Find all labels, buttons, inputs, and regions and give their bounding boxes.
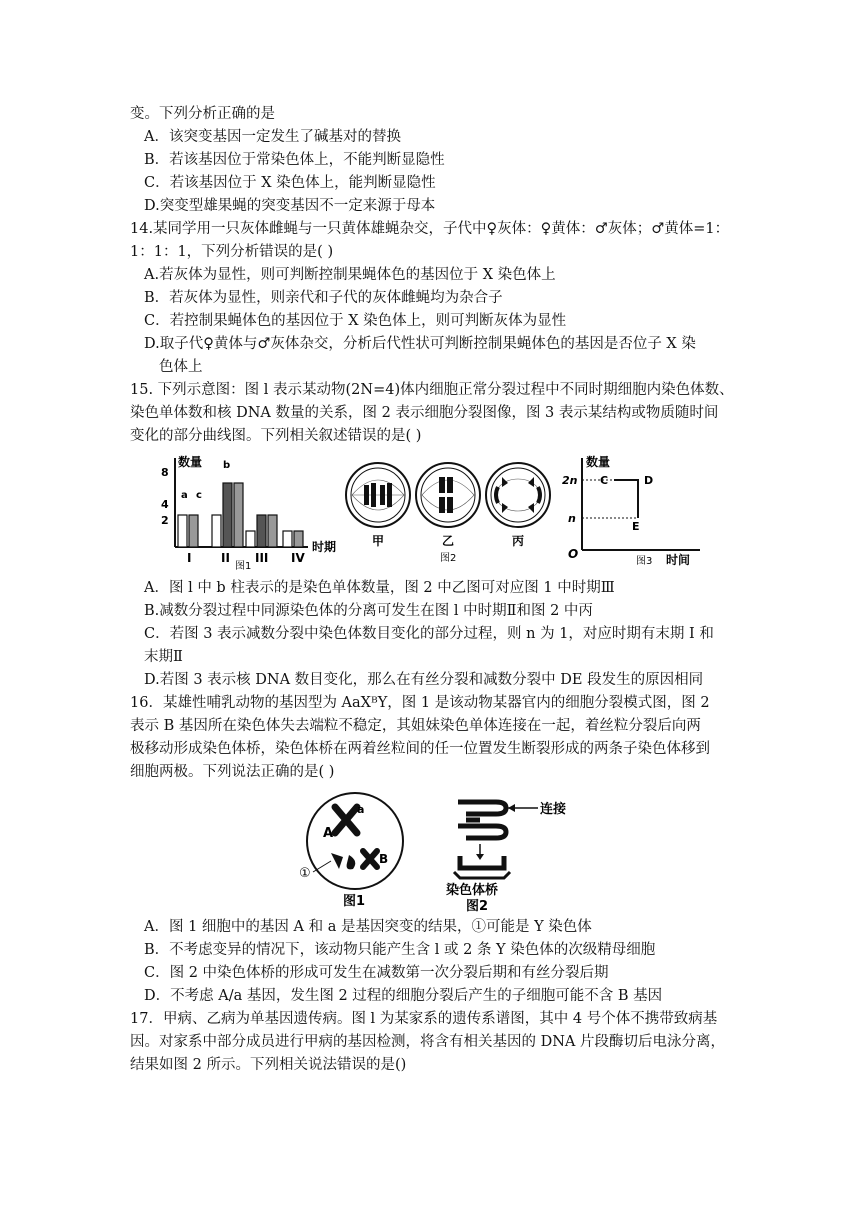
period-label-1: I <box>187 551 192 565</box>
x-axis-label: 时间 <box>666 553 691 567</box>
period-label-4: IV <box>291 551 305 565</box>
bar-c-period-2 <box>234 483 243 547</box>
chromosome-b-single <box>347 855 356 869</box>
bar-letter-c: c <box>196 490 202 501</box>
q14-option-d-cont: 色体上 <box>159 359 203 375</box>
q14-option-a: A.若灰体为显性，则可判断控制果蝇体色的基因位于 X 染色体上 <box>144 267 556 283</box>
bar-a-period-1 <box>178 515 187 547</box>
bridge-label: 染色体桥 <box>446 883 499 898</box>
q13-option-a: A．该突变基因一定发生了碱基对的替换 <box>144 129 401 145</box>
chromosome-aa <box>335 807 357 833</box>
q13-option-d: D.突变型雄果蝇的突变基因不一定来源于母本 <box>144 198 436 214</box>
q14-stem: 14.某同学用一只灰体雌蝇与一只黄体雄蝇杂交，子代中♀灰体：♀黄体：♂灰体；♂黄体=1： <box>130 221 730 237</box>
q16-figure2-bridge <box>440 790 580 912</box>
q15-option-b: B.减数分裂过程中同源染色体的分离可发生在图 l 中时期Ⅱ和图 2 中丙 <box>144 603 593 619</box>
y-tick-8: 8 <box>161 466 169 479</box>
q16-stem-cont2: 极移动形成染色体桥，染色体桥在两着丝粒间的任一位置发生断裂形成的两条子染色体移到 <box>130 741 710 757</box>
q15-option-a: A．图 l 中 b 柱表示的是染色单体数量，图 2 中乙图可对应图 1 中时期Ⅲ <box>144 580 615 596</box>
figure2-caption: 图2 <box>466 899 489 912</box>
q17-stem-cont1: 因。对家系中部分成员进行甲病的基因检测，将含有相关基因的 DNA 片段酶切后电泳分离， <box>130 1034 725 1050</box>
q16-option-d: D．不考虑 A/a 基因，发生图 2 过程的细胞分裂后产生的子细胞可能不含 B 基因 <box>144 988 663 1004</box>
chromosome-b-pair <box>363 851 377 867</box>
q14-option-d: D.取子代♀黄体与♂灰体杂交，分析后代性状可判断控制果蝇体色的基因是否位子 X 染 <box>144 336 696 352</box>
figure1-caption: 图1 <box>235 561 252 570</box>
bar-b-period-3 <box>257 515 266 547</box>
figure1-caption: 图1 <box>343 894 366 909</box>
q14-option-b: B．若灰体为显性，则亲代和子代的灰体雌蝇均为杂合子 <box>144 290 503 306</box>
q15-figure3-curve <box>562 450 712 570</box>
origin-o: O <box>568 547 579 561</box>
cell-yi <box>416 463 480 527</box>
q16-stem-cont1: 表示 B 基因所在染色体失去端粒不稳定，其姐妹染色单体连接在一起，着丝粒分裂后向两 <box>130 718 701 734</box>
bar-c-period-4 <box>294 531 303 547</box>
q17-stem-cont2: 结果如图 2 所示。下列相关说法错误的是() <box>130 1057 407 1073</box>
q15-stem-cont2: 变化的部分曲线图。下列相关叙述错误的是( ) <box>130 428 422 444</box>
bar-letter-b: b <box>223 460 231 471</box>
q14-option-c: C．若控制果蝇体色的基因位于 X 染色体上，则可判断灰体为显性 <box>144 313 567 329</box>
bar-c-period-1 <box>189 515 198 547</box>
figure2-caption: 图2 <box>440 553 457 564</box>
gene-a-lower: a <box>357 803 365 816</box>
q15-option-d: D.若图 3 表示核 DNA 数目变化，那么在有丝分裂和减数分裂中 DE 段发生的原因相同 <box>144 672 704 688</box>
bar-a-period-2 <box>212 515 221 547</box>
point-e: E <box>632 520 640 533</box>
q15-figure1-bar-chart <box>155 450 345 570</box>
marker-circled-1: ① <box>299 866 311 881</box>
q15-option-c: C．若图 3 表示减数分裂中染色体数目变化的部分过程，则 n 为 1，对应时期有末期 I 和 <box>144 626 714 642</box>
label-yi: 乙 <box>442 534 455 548</box>
label-bing: 丙 <box>512 534 525 548</box>
cell-jia <box>346 463 410 527</box>
q15-stem: 15. 下列示意图：图 l 表示某动物(2N=4)体内细胞正常分裂过程中不同时期细胞内染色体数、 <box>130 382 734 398</box>
q16-figure1-cell <box>295 785 415 910</box>
label-jia: 甲 <box>372 534 385 548</box>
point-c: C <box>600 474 609 487</box>
bar-letter-a: a <box>181 490 188 501</box>
y-tick-2: 2 <box>161 514 169 527</box>
chromosome-marker-1 <box>331 853 343 869</box>
q15-stem-cont1: 染色单体数和核 DNA 数量的关系，图 2 表示细胞分裂图像，图 3 表示某结构或物质随时间 <box>130 405 719 421</box>
period-label-3: III <box>255 551 269 565</box>
q15-option-c-cont: 末期Ⅱ <box>144 649 183 665</box>
bar-c-period-3 <box>268 515 277 547</box>
q16-option-a: A．图 1 细胞中的基因 A 和 a 是基因突变的结果，①可能是 Y 染色体 <box>144 919 592 935</box>
period-label-2: II <box>221 551 230 565</box>
q16-option-b: B．不考虑变异的情况下，该动物只能产生含 l 或 2 条 Y 染色体的次级精母细胞 <box>144 942 656 958</box>
connect-label: 连接 <box>540 802 567 817</box>
bar-a-period-4 <box>283 531 292 547</box>
q16-stem-cont3: 细胞两极。下列说法正确的是( ) <box>130 764 335 780</box>
q14-stem-cont: 1：1：1，下列分析错误的是( ) <box>130 244 334 260</box>
bar-b-period-2 <box>223 483 232 547</box>
figure3-caption: 图3 <box>636 556 653 567</box>
point-d: D <box>644 474 654 487</box>
curve-cde <box>614 480 638 518</box>
y-tick-4: 4 <box>161 498 169 511</box>
q13-stem-tail: 变。下列分析正确的是 <box>130 106 275 122</box>
y-axis-label: 数量 <box>586 455 611 469</box>
arrow-head <box>508 804 515 812</box>
q16-stem: 16．某雄性哺乳动物的基因型为 AaXᴮY，图 1 是该动物某器官内的细胞分裂模式图，图 2 <box>130 695 710 711</box>
y-tick-n: n <box>568 512 576 525</box>
y-axis-label: 数量 <box>178 455 203 469</box>
q13-option-b: B．若该基因位于常染色体上，不能判断显隐性 <box>144 152 445 168</box>
gene-b-right: B <box>379 852 389 866</box>
q13-option-c: C．若该基因位于 X 染色体上，能判断显隐性 <box>144 175 436 191</box>
q17-stem: 17．甲病、乙病为单基因遗传病。图 l 为某家系的遗传系谱图，其中 4 号个体不携带致病基 <box>130 1011 718 1027</box>
gene-a-upper: A <box>323 826 334 841</box>
x-axis-label: 时期 <box>312 540 337 554</box>
q16-option-c: C．图 2 中染色体桥的形成可发生在减数第一次分裂后期和有丝分裂后期 <box>144 965 609 981</box>
y-tick-2n: 2n <box>562 474 578 487</box>
bar-a-period-3 <box>246 531 255 547</box>
cell-bing <box>486 463 550 527</box>
q15-figure2-cells <box>342 455 554 567</box>
